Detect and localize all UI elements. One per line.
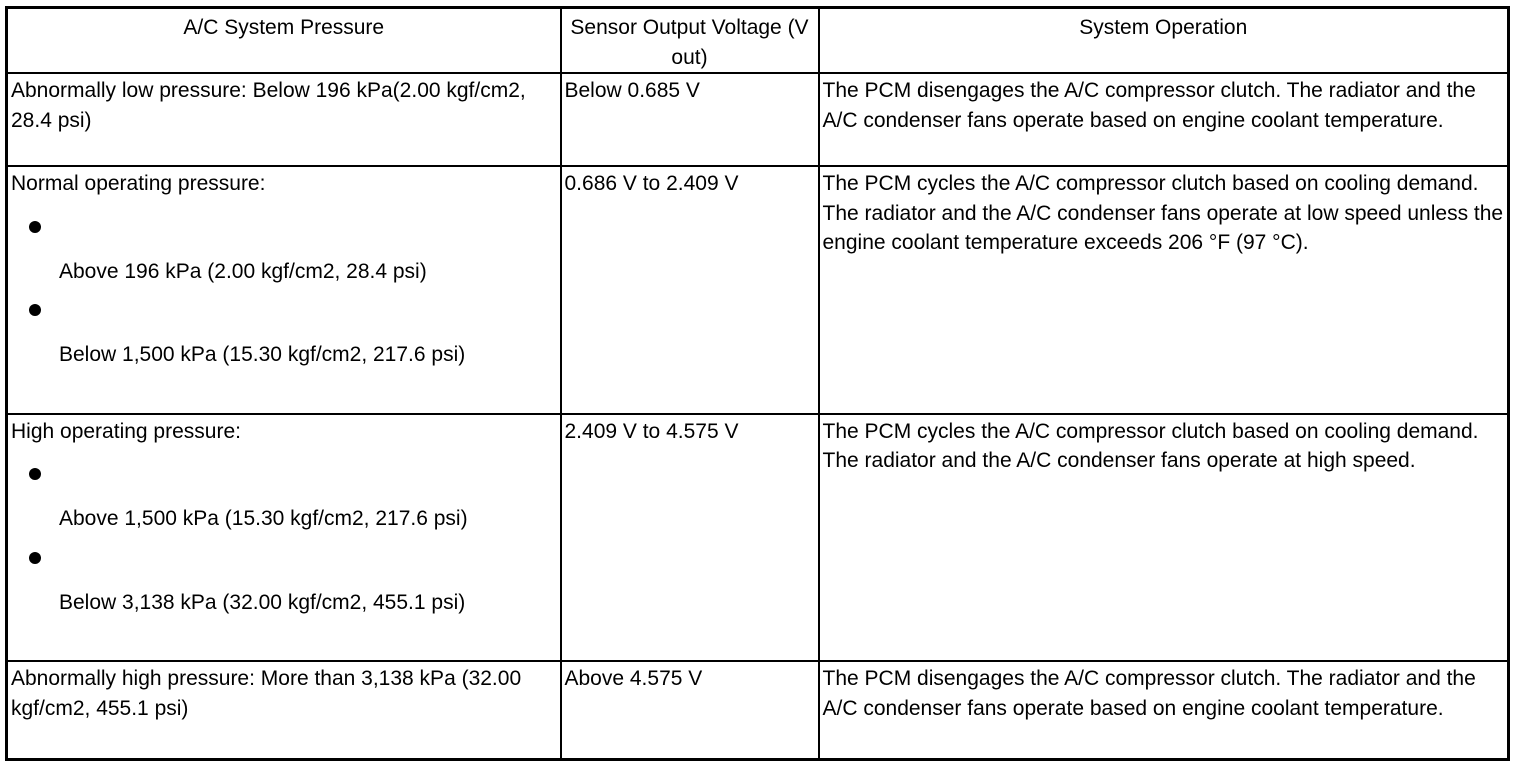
operation-cell	[819, 166, 1509, 414]
header-operation: System Operation	[819, 8, 1509, 74]
bullet-text: Below 3,138 kPa (32.00 kgf/cm2, 455.1 psi)	[59, 590, 466, 614]
table-header-row	[7, 8, 1509, 74]
pressure-cell	[7, 166, 561, 414]
header-pressure: A/C System Pressure	[7, 8, 561, 74]
operation-text: The PCM cycles the A/C compressor clutch based on cooling demand. The radiator and the A/C condenser fans operate at high speed.	[822, 419, 1479, 473]
pressure-text: Abnormally low pressure: Below 196 kPa(2.00 kgf/cm2, 28.4 psi)	[11, 79, 538, 132]
pressure-text: Normal operating pressure:	[11, 172, 266, 196]
table-row	[7, 166, 1509, 414]
operation-text: The PCM disengages the A/C compressor clutch. The radiator and the A/C condenser fans operate based on engine coolant temperature.	[822, 79, 1476, 132]
voltage-text: Above 4.575 V	[564, 667, 703, 691]
ac-pressure-table	[5, 6, 1510, 761]
bullet-text: Above 1,500 kPa (15.30 kgf/cm2, 217.6 psi)	[59, 507, 468, 531]
voltage-cell	[561, 73, 819, 166]
operation-cell	[819, 73, 1509, 166]
pressure-text: Abnormally high pressure: More than 3,138 kPa (32.00 kgf/cm2, 455.1 psi)	[11, 667, 522, 720]
voltage-text: 0.686 V to 2.409 V	[564, 172, 739, 196]
operation-text: The PCM disengages the A/C compressor clutch. The radiator and the A/C condenser fans operate based on engine coolant temperature.	[822, 667, 1476, 720]
bullet-item	[11, 221, 557, 287]
operation-cell	[819, 661, 1509, 759]
pressure-cell	[7, 73, 561, 166]
bullet-item	[11, 468, 557, 534]
pressure-text: High operating pressure:	[11, 419, 241, 443]
voltage-cell	[561, 166, 819, 414]
bullet-item	[11, 552, 557, 618]
table-row	[7, 414, 1509, 662]
voltage-cell	[561, 661, 819, 759]
pressure-cell	[7, 661, 561, 759]
operation-cell	[819, 414, 1509, 662]
voltage-text: 2.409 V to 4.575 V	[564, 419, 739, 443]
bullet-icon	[29, 221, 41, 233]
bullet-text: Above 196 kPa (2.00 kgf/cm2, 28.4 psi)	[59, 259, 427, 283]
header-voltage: Sensor Output Voltage (V out)	[561, 8, 819, 74]
voltage-cell	[561, 414, 819, 662]
table-row	[7, 73, 1509, 166]
bullet-text: Below 1,500 kPa (15.30 kgf/cm2, 217.6 psi)	[59, 343, 466, 367]
voltage-text: Below 0.685 V	[564, 79, 700, 102]
pressure-cell	[7, 414, 561, 662]
operation-text: The PCM cycles the A/C compressor clutch based on cooling demand. The radiator and the A/C condenser fans operate at low speed unless the engine coolant temperature exceeds 206 °F (97 °C).	[822, 172, 1504, 255]
bullet-item	[11, 304, 557, 370]
bullet-icon	[29, 552, 41, 564]
table-row	[7, 661, 1509, 759]
